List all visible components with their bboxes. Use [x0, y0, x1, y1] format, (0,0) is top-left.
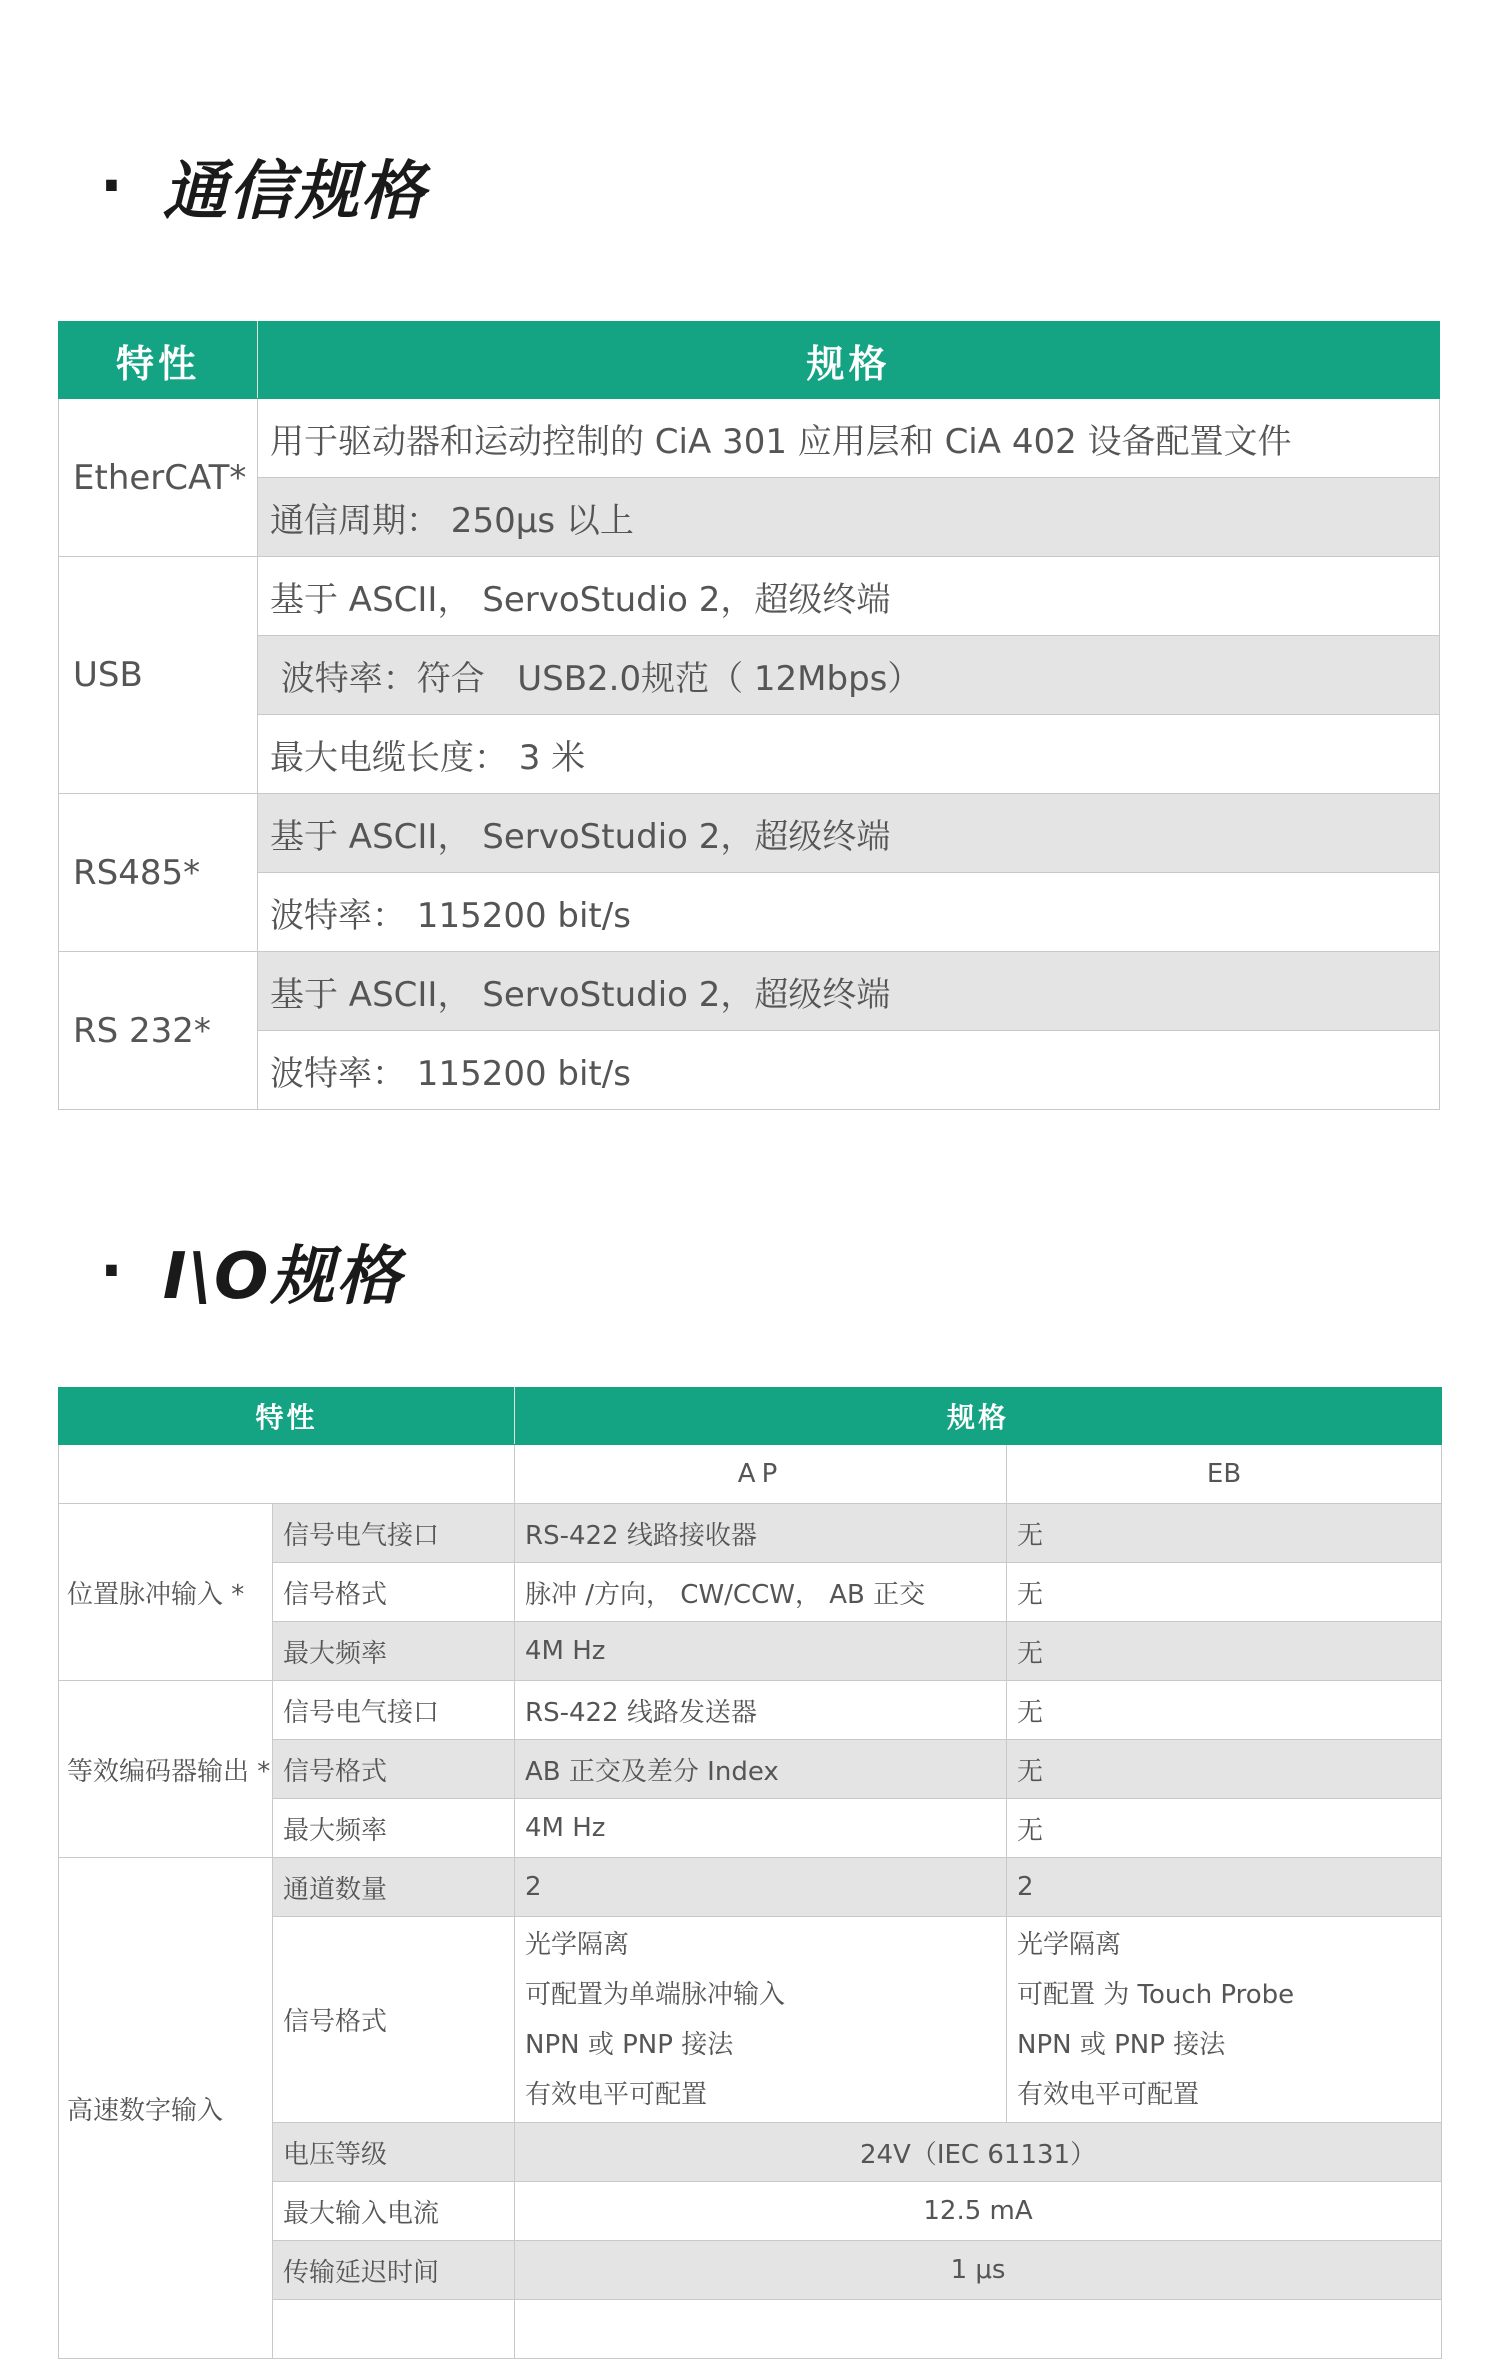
- spec-cell: 基于 ASCII， ServoStudio 2，超级终端: [258, 557, 1440, 636]
- sub-feature: 通道数量: [273, 1858, 515, 1917]
- group-high-speed-digital-input: 高速数字输入: [59, 1858, 273, 2359]
- table-row: [59, 794, 1440, 873]
- shared-value: 12.5 mA: [515, 2182, 1442, 2241]
- header-feature: 特性: [59, 322, 258, 399]
- eb-value: 无: [1007, 1740, 1442, 1799]
- header-spec: 规格: [258, 322, 1440, 399]
- spec-cell: 波特率：符合 USB2.0规范（ 12Mbps）: [258, 636, 1440, 715]
- sub-feature: 最大输入电流: [273, 2182, 515, 2241]
- section-title-text: I\O规格: [162, 1240, 403, 1314]
- feature-ethercat: EtherCAT*: [59, 399, 258, 557]
- section-title-communication: [100, 140, 427, 232]
- ap-value: RS-422 线路接收器: [515, 1504, 1007, 1563]
- spec-cell: 波特率： 115200 bit/s: [258, 1031, 1440, 1110]
- header-feature: 特性: [59, 1388, 515, 1445]
- table-row: [59, 952, 1440, 1031]
- table-row: [59, 478, 1440, 557]
- eb-value: 无: [1007, 1563, 1442, 1622]
- sub-feature: 信号格式: [273, 1917, 515, 2123]
- sub-feature: 最大频率: [273, 1622, 515, 1681]
- column-ap: AP: [515, 1445, 1007, 1504]
- eb-value: 无: [1007, 1622, 1442, 1681]
- shared-value: 24V（IEC 61131）: [515, 2123, 1442, 2182]
- sub-feature: 信号格式: [273, 1740, 515, 1799]
- section-title-io: [100, 1225, 402, 1317]
- spec-cell: 最大电缆长度： 3 米: [258, 715, 1440, 794]
- list-item: 有效电平可配置: [1017, 2079, 1200, 2110]
- ap-value-list: [515, 1917, 1007, 2123]
- feature-rs485: RS485*: [59, 794, 258, 952]
- spec-cell: 基于 ASCII， ServoStudio 2，超级终端: [258, 952, 1440, 1031]
- column-subheader-row: [59, 1445, 1442, 1504]
- shared-value: 1 μs: [515, 2241, 1442, 2300]
- ap-value: AB 正交及差分 Index: [515, 1740, 1007, 1799]
- list-item: 可配置为单端脉冲输入: [525, 1979, 786, 2010]
- sub-feature: 传输延迟时间: [273, 2241, 515, 2300]
- sub-feature: 信号格式: [273, 1563, 515, 1622]
- ap-value: 4M Hz: [515, 1622, 1007, 1681]
- list-item: 光学隔离: [1017, 1929, 1122, 1960]
- table-row: [59, 873, 1440, 952]
- empty-cell: [59, 1445, 515, 1504]
- bullet-dot: ·: [100, 151, 125, 221]
- ap-value: 2: [515, 1858, 1007, 1917]
- group-position-pulse-input: 位置脉冲输入 *: [59, 1504, 273, 1681]
- column-eb: EB: [1007, 1445, 1442, 1504]
- eb-value: 无: [1007, 1504, 1442, 1563]
- table-row: [59, 1031, 1440, 1110]
- table-header: [59, 322, 1440, 399]
- table-row: [59, 399, 1440, 478]
- list-item: 光学隔离: [525, 1929, 630, 1960]
- list-item: NPN 或 PNP 接法: [1017, 2029, 1226, 2060]
- ap-value: 脉冲 /方向， CW/CCW， AB 正交: [515, 1563, 1007, 1622]
- table-row: [59, 715, 1440, 794]
- communication-spec-table: [58, 321, 1440, 1110]
- list-item: 有效电平可配置: [525, 2079, 708, 2110]
- list-item: 可配置 为 Touch Probe: [1017, 1979, 1295, 2010]
- ap-value: 4M Hz: [515, 1799, 1007, 1858]
- sub-feature: 电压等级: [273, 2123, 515, 2182]
- table-row: [59, 1681, 1442, 1740]
- bullet-dot: ·: [100, 1236, 125, 1306]
- eb-value: 无: [1007, 1681, 1442, 1740]
- sub-feature: 信号电气接口: [273, 1504, 515, 1563]
- table-row: [59, 1504, 1442, 1563]
- sub-feature: 信号电气接口: [273, 1681, 515, 1740]
- section-title-text: 通信规格: [162, 155, 427, 229]
- eb-value: 无: [1007, 1799, 1442, 1858]
- sub-feature: [273, 2300, 515, 2359]
- table-row: [59, 557, 1440, 636]
- spec-cell: 波特率： 115200 bit/s: [258, 873, 1440, 952]
- spec-cell: 用于驱动器和运动控制的 CiA 301 应用层和 CiA 402 设备配置文件: [258, 399, 1440, 478]
- eb-value: 2: [1007, 1858, 1442, 1917]
- feature-rs232: RS 232*: [59, 952, 258, 1110]
- list-item: NPN 或 PNP 接法: [525, 2029, 734, 2060]
- io-spec-table: [58, 1387, 1442, 2359]
- table-row: [59, 636, 1440, 715]
- sub-feature: 最大频率: [273, 1799, 515, 1858]
- spec-cell: 通信周期： 250μs 以上: [258, 478, 1440, 557]
- table-header: [59, 1388, 1442, 1445]
- shared-value: [515, 2300, 1442, 2359]
- spec-cell: 基于 ASCII， ServoStudio 2，超级终端: [258, 794, 1440, 873]
- feature-usb: USB: [59, 557, 258, 794]
- eb-value-list: [1007, 1917, 1442, 2123]
- header-spec: 规格: [515, 1388, 1442, 1445]
- table-row: [59, 1858, 1442, 1917]
- group-encoder-output: 等效编码器输出 *: [59, 1681, 273, 1858]
- ap-value: RS-422 线路发送器: [515, 1681, 1007, 1740]
